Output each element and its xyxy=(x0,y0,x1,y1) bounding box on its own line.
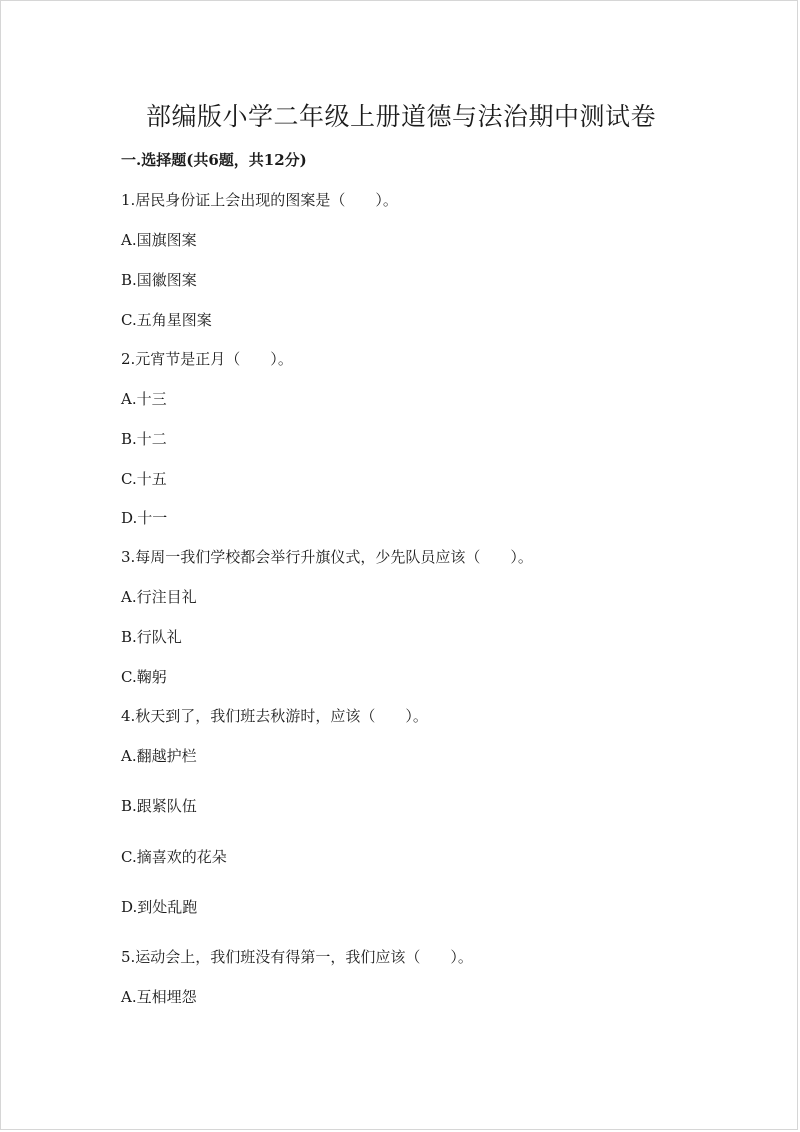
question-4-option-b: B.跟紧队伍 xyxy=(121,797,197,815)
question-5-option-a: A.互相埋怨 xyxy=(121,988,197,1006)
question-4-option-a: A.翻越护栏 xyxy=(121,747,197,765)
question-2-option-d: D.十一 xyxy=(121,509,168,527)
question-1-option-a: A.国旗图案 xyxy=(121,231,197,249)
question-3-option-b: B.行队礼 xyxy=(121,628,182,646)
section-heading: 一.选择题(共6题，共12分) xyxy=(121,151,307,169)
question-2-option-c: C.十五 xyxy=(121,470,167,488)
question-1-stem: 1.居民身份证上会出现的图案是（ ）。 xyxy=(121,191,398,209)
question-5-stem: 5.运动会上，我们班没有得第一，我们应该（ ）。 xyxy=(121,948,473,966)
question-4-stem: 4.秋天到了，我们班去秋游时，应该（ ）。 xyxy=(121,707,428,725)
question-2-option-a: A.十三 xyxy=(121,390,167,408)
question-3-stem: 3.每周一我们学校都会举行升旗仪式，少先队员应该（ ）。 xyxy=(121,548,533,566)
question-1-option-b: B.国徽图案 xyxy=(121,271,197,289)
question-1-option-c: C.五角星图案 xyxy=(121,311,212,329)
question-4-option-d: D.到处乱跑 xyxy=(121,898,198,916)
question-2-option-b: B.十二 xyxy=(121,430,167,448)
page-title: 部编版小学二年级上册道德与法治期中测试卷 xyxy=(145,102,656,131)
question-3-option-a: A.行注目礼 xyxy=(121,588,197,606)
question-2-stem: 2.元宵节是正月（ ）。 xyxy=(121,350,293,368)
question-4-option-c: C.摘喜欢的花朵 xyxy=(121,848,227,866)
question-3-option-c: C.鞠躬 xyxy=(121,668,167,686)
